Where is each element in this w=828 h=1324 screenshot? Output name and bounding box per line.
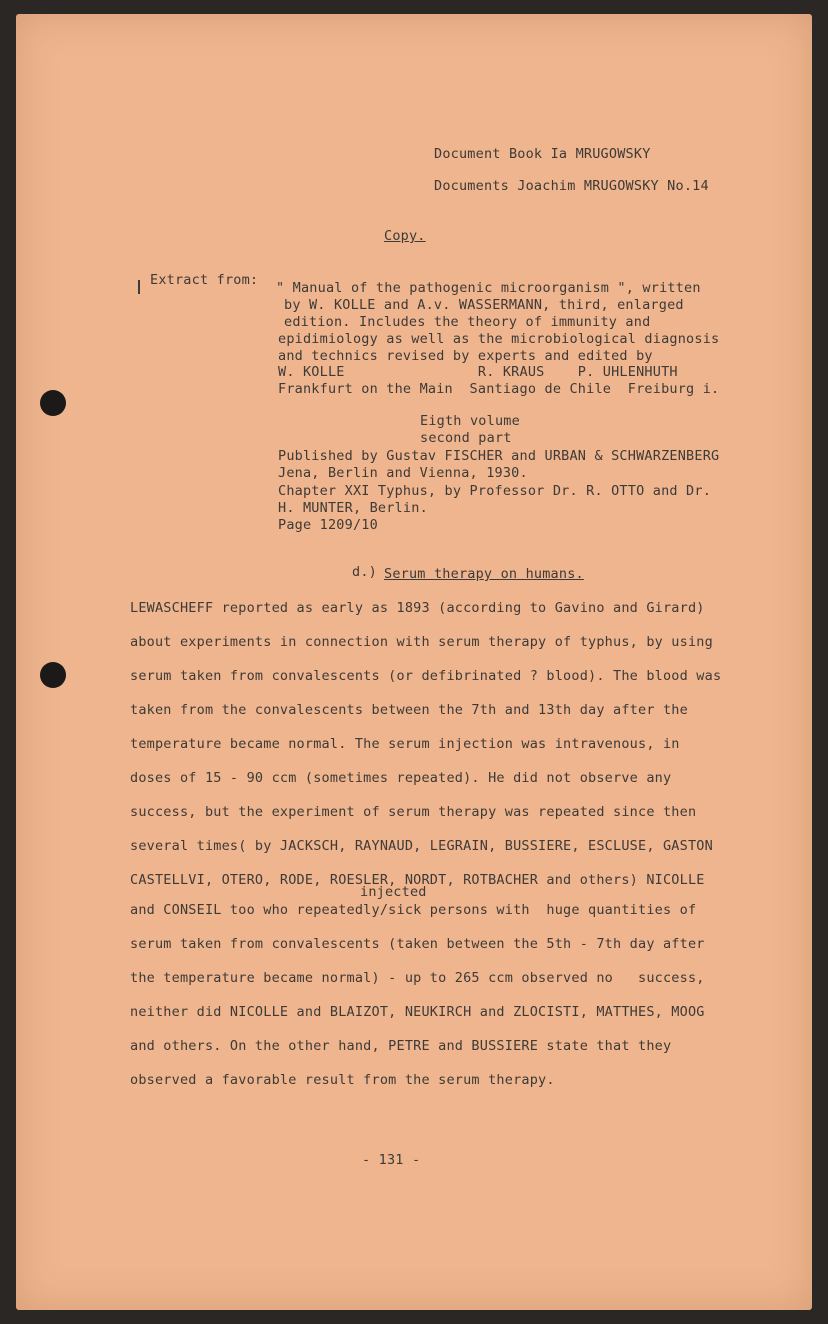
header-line-2: Documents Joachim MRUGOWSKY No.14 (434, 178, 709, 194)
section-title: Serum therapy on humans. (384, 566, 584, 582)
body-line: taken from the convalescents between the 7th and 13th day after the (130, 702, 688, 718)
extract-line: " Manual of the pathogenic microorganism ", written (276, 280, 701, 296)
body-line: observed a favorable result from the serum therapy. (130, 1072, 555, 1088)
extract-line: Frankfurt on the Main Santiago de Chile Freiburg i. (278, 381, 720, 397)
punch-hole-bottom (40, 662, 66, 688)
interlinear-insert: injected (360, 884, 427, 900)
body-line: and CONSEIL too who repeatedly/sick persons with huge quantities of (130, 902, 697, 918)
publication-line: Published by Gustav FISCHER and URBAN & SCHWARZENBERG (278, 448, 720, 464)
body-line: neither did NICOLLE and BLAIZOT, NEUKIRCH and ZLOCISTI, MATTHES, MOOG (130, 1004, 705, 1020)
body-line: serum taken from convalescents (or defibrinated ? blood). The blood was (130, 668, 722, 684)
extract-line: epidimiology as well as the microbiological diagnosis (278, 331, 720, 347)
body-line: doses of 15 - 90 ccm (sometimes repeated). He did not observe any (130, 770, 672, 786)
extract-line: edition. Includes the theory of immunity and (284, 314, 651, 330)
body-line: success, but the experiment of serum therapy was repeated since then (130, 804, 697, 820)
body-line: and others. On the other hand, PETRE and BUSSIERE state that they (130, 1038, 672, 1054)
extract-label: Extract from: (150, 272, 259, 288)
body-line: temperature became normal. The serum injection was intravenous, in (130, 736, 680, 752)
extract-line: W. KOLLE R. KRAUS P. UHLENHUTH (278, 364, 678, 380)
extract-line: by W. KOLLE and A.v. WASSERMANN, third, enlarged (284, 297, 684, 313)
section-number: d.) (352, 564, 377, 580)
volume-line: Eigth volume (420, 413, 520, 429)
body-line: about experiments in connection with serum therapy of typhus, by using (130, 634, 713, 650)
document-page (16, 14, 812, 1310)
margin-mark (138, 280, 140, 294)
extract-line: and technics revised by experts and edited by (278, 348, 653, 364)
header-line-1: Document Book Ia MRUGOWSKY (434, 146, 651, 162)
volume-line: second part (420, 430, 512, 446)
body-line: the temperature became normal) - up to 265 ccm observed no success, (130, 970, 705, 986)
body-line: LEWASCHEFF reported as early as 1893 (according to Gavino and Girard) (130, 600, 705, 616)
publication-line: H. MUNTER, Berlin. (278, 500, 428, 516)
body-line: several times( by JACKSCH, RAYNAUD, LEGRAIN, BUSSIERE, ESCLUSE, GASTON (130, 838, 713, 854)
publication-line: Chapter XXI Typhus, by Professor Dr. R. OTTO and Dr. (278, 483, 712, 499)
publication-line: Jena, Berlin and Vienna, 1930. (278, 465, 528, 481)
body-line: CASTELLVI, OTERO, RODE, ROESLER, NORDT, ROTBACHER and others) NICOLLE (130, 872, 705, 888)
copy-label: Copy. (384, 228, 426, 244)
page-number: - 131 - (362, 1152, 421, 1168)
punch-hole-top (40, 390, 66, 416)
publication-line: Page 1209/10 (278, 517, 378, 533)
body-line: serum taken from convalescents (taken between the 5th - 7th day after (130, 936, 705, 952)
